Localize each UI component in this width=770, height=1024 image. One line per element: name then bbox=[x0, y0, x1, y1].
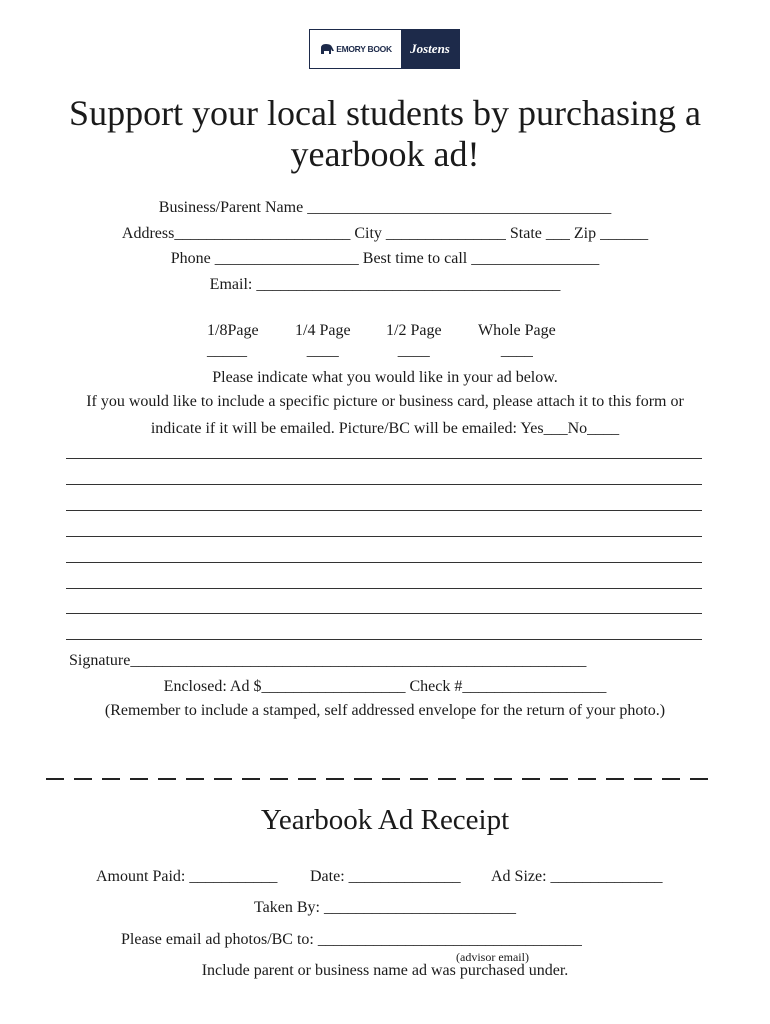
ad-content-line[interactable] bbox=[66, 588, 702, 589]
memory-book-jostens-logo bbox=[309, 29, 460, 69]
envelope-reminder: (Remember to include a stamped, self addressed envelope for the return of your photo.) bbox=[104, 702, 666, 719]
address-field[interactable]: Address______________________ City _______________ State ___ Zip ______ bbox=[121, 225, 649, 242]
ad-content-line[interactable] bbox=[66, 639, 702, 640]
mammoth-icon bbox=[319, 42, 335, 56]
advisor-email-caption: (advisor email) bbox=[456, 950, 529, 964]
size-option-whole[interactable]: Whole Page ____ bbox=[478, 322, 556, 359]
business-name-field[interactable]: Business/Parent Name ______________________________________ bbox=[158, 199, 612, 216]
taken-by-field[interactable]: Taken By: ________________________ bbox=[254, 899, 516, 916]
instruction-line-3: indicate if it will be emailed. Picture/BC will be emailed: Yes___No____ bbox=[150, 420, 620, 437]
ad-content-line[interactable] bbox=[66, 562, 702, 563]
page-title: Support your local students by purchasing a yearbook ad! bbox=[69, 93, 701, 174]
amount-paid-field[interactable]: Amount Paid: ___________ bbox=[96, 868, 278, 885]
email-field[interactable]: Email: ______________________________________ bbox=[209, 276, 561, 293]
ad-content-line[interactable] bbox=[66, 613, 702, 614]
include-name-note: Include parent or business name ad was purchased under. bbox=[201, 962, 569, 979]
ad-content-line[interactable] bbox=[66, 484, 702, 485]
payment-enclosed-field[interactable]: Enclosed: Ad $__________________ Check #__________________ bbox=[163, 678, 607, 695]
phone-field[interactable]: Phone __________________ Best time to call ________________ bbox=[170, 250, 600, 267]
instruction-line-2: If you would like to include a specific picture or business card, please attach it to this form or bbox=[86, 393, 684, 410]
memory-book-logo bbox=[310, 30, 401, 68]
ad-content-line[interactable] bbox=[66, 510, 702, 511]
signature-field[interactable]: Signature_________________________________________________________ bbox=[69, 652, 587, 669]
size-option-quarter[interactable]: 1/4 Page ____ bbox=[295, 322, 351, 359]
ad-content-line[interactable] bbox=[66, 458, 702, 459]
receipt-title: Yearbook Ad Receipt bbox=[260, 804, 510, 836]
memory-book-text: EMORY BOOK bbox=[336, 44, 392, 54]
size-option-half[interactable]: 1/2 Page ____ bbox=[386, 322, 442, 359]
instruction-line-1: Please indicate what you would like in your ad below. bbox=[212, 369, 558, 386]
jostens-logo: Jostens bbox=[401, 30, 459, 68]
ad-content-line[interactable] bbox=[66, 536, 702, 537]
size-option-eighth[interactable]: 1/8Page _____ bbox=[207, 322, 259, 359]
date-field[interactable]: Date: ______________ bbox=[310, 868, 461, 885]
ad-size-field[interactable]: Ad Size: ______________ bbox=[491, 868, 663, 885]
advisor-email-field[interactable]: Please email ad photos/BC to: _________________________________ bbox=[121, 931, 582, 948]
